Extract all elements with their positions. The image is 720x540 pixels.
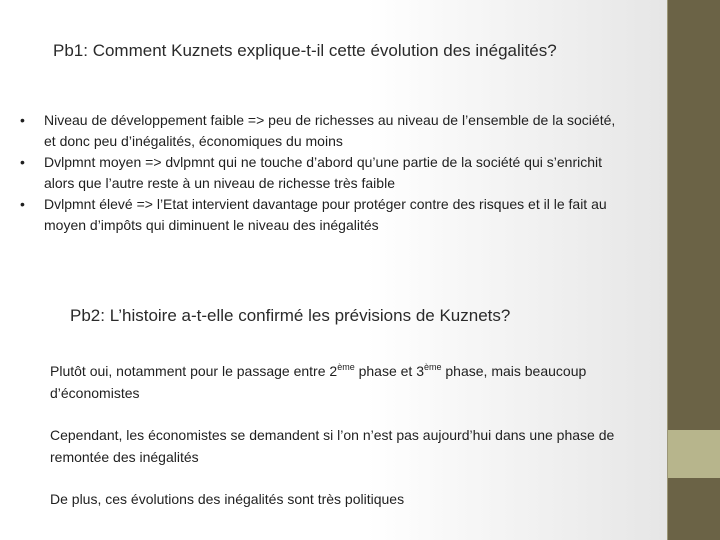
bullet-marker: • [20, 154, 25, 170]
bullet-item [20, 152, 630, 194]
bullet-item [20, 110, 630, 152]
side-divider-line [667, 0, 668, 540]
section-subtitle: Pb2: L’histoire a-t-elle confirmé les prévisions de Kuznets? [70, 306, 511, 325]
bullet-text: Dvlpmnt élevé => l’Etat intervient davantage pour protéger contre des risques et il le fait au moyen d’impôts qui diminuent le niveau des inégalités [44, 196, 607, 233]
paragraph-inequality-rise: Cependant, les économistes se demandent si l’on n’est pas aujourd’hui dans une phase de remontée des inégalités [50, 427, 615, 465]
ordinal-suffix: ème [337, 362, 355, 372]
side-accent-block [667, 430, 720, 478]
slide-title: Pb1: Comment Kuznets explique-t-il cette évolution des inégalités? [53, 41, 557, 60]
ordinal-suffix: ème [423, 362, 442, 372]
paragraph-text: phase et 3 [354, 363, 424, 379]
bullet-item [20, 194, 630, 236]
paragraph-text: Plutôt oui, notamment pour le passage entre 2 [50, 363, 338, 379]
bullet-marker: • [20, 112, 25, 128]
bullet-marker: • [20, 196, 25, 212]
bullet-text: Niveau de développement faible => peu de richesses au niveau de l’ensemble de la société, et donc peu d’inégalités, économiques du moins [44, 112, 616, 149]
paragraph-text: phase, mais beaucoup d’économistes [50, 363, 587, 401]
paragraph-kuznets-confirmation [50, 360, 640, 404]
paragraph-political: De plus, ces évolutions des inégalités sont très politiques [50, 491, 405, 507]
bullet-list [20, 110, 630, 236]
bullet-text: Dvlpmnt moyen => dvlpmnt qui ne touche d’abord qu’une partie de la société qui s’enrichit alors que l’autre reste à un niveau de richesse très faible [44, 154, 602, 191]
